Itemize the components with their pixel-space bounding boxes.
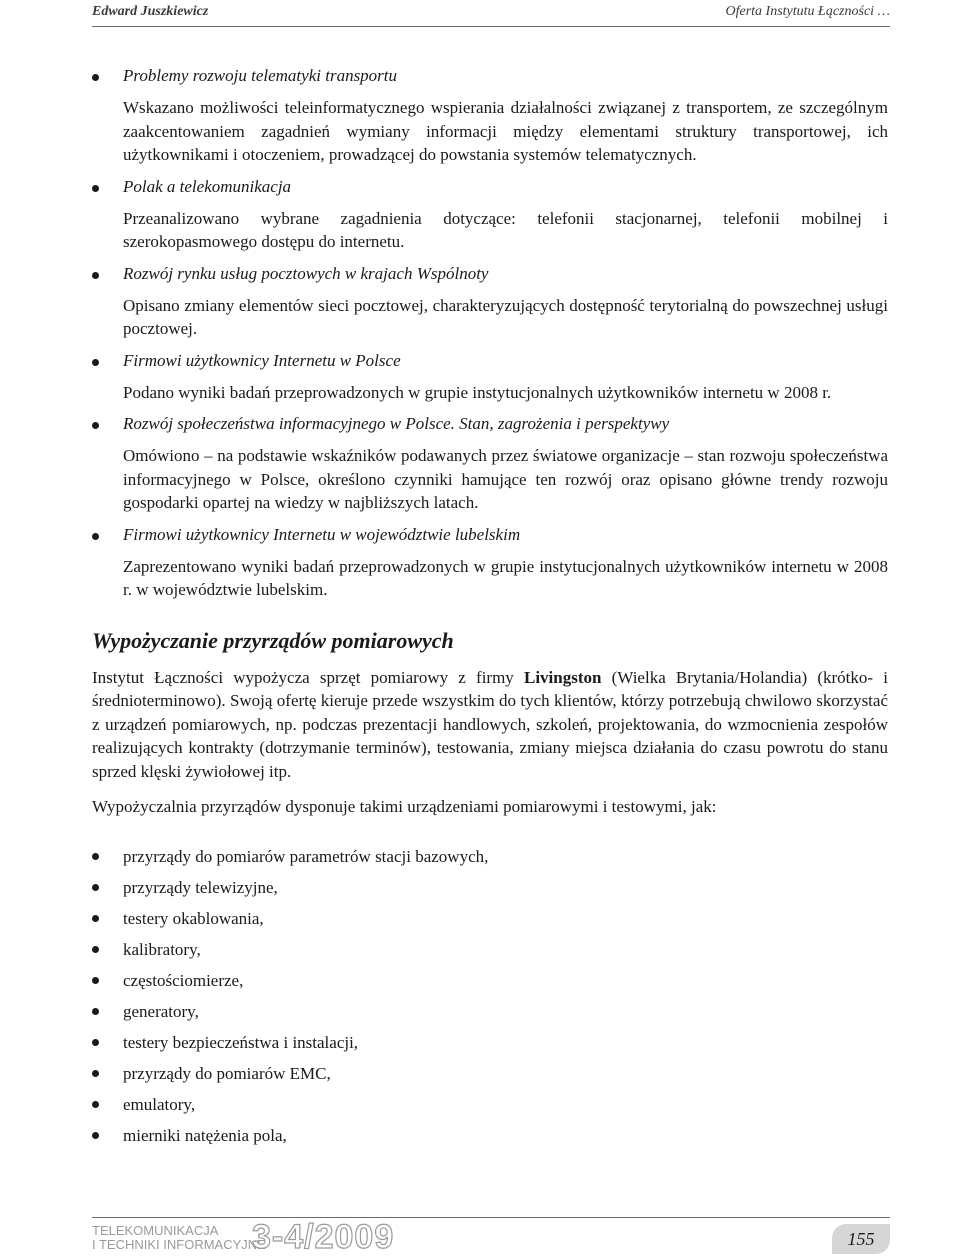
- footer-divider: [92, 1217, 890, 1218]
- topic-item: [92, 412, 888, 515]
- section-heading: Wypożyczanie przyrządów pomiarowych: [92, 627, 454, 653]
- section-paragraph: Wypożyczalnia przyrządów dysponuje takimi urządzeniami pomiarowymi i testowymi, jak:: [92, 797, 717, 816]
- list-item-label: kalibratory,: [123, 939, 201, 959]
- bullet-icon: [92, 185, 99, 192]
- list-item: [92, 903, 888, 934]
- topic-title: Problemy rozwoju telematyki transportu: [123, 66, 398, 85]
- topic-description: Przeanalizowano wybrane zagadnienia dotyczące: telefonii stacjonarnej, telefonii mobilnej i szerokopasmowego dostępu do internetu.: [123, 208, 888, 251]
- topic-item: [92, 64, 888, 167]
- list-item: [92, 996, 888, 1027]
- company-name: Livingston: [524, 667, 602, 687]
- bullet-icon: [92, 359, 99, 366]
- equipment-list: [92, 841, 888, 1151]
- topic-title: Rozwój społeczeństwa informacyjnego w Polsce. Stan, zagrożenia i perspektywy: [123, 414, 670, 433]
- page-content: [92, 64, 888, 1151]
- issue-number: 3-4/2009: [252, 1218, 395, 1256]
- topic-item: [92, 175, 888, 254]
- topic-title: Polak a telekomunikacja: [123, 176, 292, 196]
- list-item-label: przyrządy do pomiarów parametrów stacji bazowych,: [123, 846, 489, 866]
- topic-description: Podano wyniki badań przeprowadzonych w grupie instytucjonalnych użytkowników internetu w 2008 r.: [123, 382, 832, 402]
- page-number: 155: [832, 1224, 890, 1254]
- topic-description: Opisano zmiany elementów sieci pocztowej, charakteryzujących dostępność terytorialną do powszechnej usługi pocztowej.: [123, 295, 888, 338]
- list-item-label: mierniki natężenia pola,: [123, 1125, 287, 1145]
- journal-name-line2: I TECHNIKI INFORMACYJNE: [92, 1237, 266, 1252]
- list-item: [92, 965, 888, 996]
- topic-title: Firmowi użytkownicy Internetu w Polsce: [123, 350, 401, 370]
- bullet-icon: [92, 1070, 99, 1077]
- running-head-author: Edward Juszkiewicz: [92, 4, 209, 19]
- list-item-label: generatory,: [123, 1001, 199, 1021]
- list-item-label: częstościomierze,: [123, 970, 244, 990]
- topic-description: Wskazano możliwości teleinformatycznego wspierania działalności związanej z transportem, ze szczególnym zaakcentowaniem zagadnień wymiany informacji między elementami struktury transportowej, ich użytkownikami i otoczeniem, prowadzącej do powstania systemów telematycznych.: [123, 98, 888, 164]
- running-head: [92, 0, 890, 27]
- list-item: [92, 934, 888, 965]
- bullet-icon: [92, 1008, 99, 1015]
- bullet-icon: [92, 946, 99, 953]
- bullet-icon: [92, 272, 99, 279]
- bullet-icon: [92, 1039, 99, 1046]
- paragraph-text: (Wielka Brytania/Holandia) (krótko- i średnioterminowo). Swoją ofertę kieruje przede wszystkim do tych klientów, którzy potrzebują chwilowo skorzystać z urządzeń pomiarowych, np. podczas prezentacji handlowych, szkoleń, projektowania, do wzmocnienia zespołów realizujących kontrakty (dotrzymanie terminów), testowania, zmiany miejsca działania do czasu powrotu do stanu sprzed klęski żywiołowej itp.: [92, 667, 888, 781]
- running-head-title: Oferta Instytutu Łączności …: [725, 4, 890, 19]
- topic-item: [92, 349, 888, 405]
- bullet-icon: [92, 1132, 99, 1139]
- topic-description: Zaprezentowano wyniki badań przeprowadzonych w grupie instytucjonalnych użytkowników internetu w 2008 r. w województwie lubelskim.: [123, 556, 888, 599]
- topic-description: Omówiono – na podstawie wskaźników podawanych przez światowe organizacje – stan rozwoju społeczeństwa informacyjnego w Polsce, określono czynniki hamujące ten rozwój oraz opisano główne trendy rozwoju gospodarki opartej na wiedzy w najbliższych latach.: [123, 446, 888, 512]
- list-item-label: przyrządy telewizyjne,: [123, 877, 278, 897]
- list-item: [92, 841, 888, 872]
- bullet-icon: [92, 884, 99, 891]
- bullet-icon: [92, 74, 99, 81]
- topic-item: [92, 523, 888, 602]
- list-item-label: testery bezpieczeństwa i instalacji,: [123, 1032, 359, 1052]
- list-item: [92, 1027, 888, 1058]
- bullet-icon: [92, 422, 99, 429]
- section-paragraph: [92, 666, 888, 784]
- list-item-label: emulatory,: [123, 1094, 196, 1114]
- bullet-icon: [92, 915, 99, 922]
- bullet-icon: [92, 853, 99, 860]
- list-item: [92, 1089, 888, 1120]
- topic-title: Rozwój rynku usług pocztowych w krajach Wspólnoty: [123, 263, 489, 283]
- list-item-label: przyrządy do pomiarów EMC,: [123, 1063, 331, 1083]
- paragraph-text: Instytut Łączności wypożycza sprzęt pomiarowy z firmy: [92, 667, 524, 687]
- list-item: [92, 1120, 888, 1151]
- topic-item: [92, 262, 888, 341]
- bullet-icon: [92, 1101, 99, 1108]
- list-item: [92, 872, 888, 903]
- topic-title: Firmowi użytkownicy Internetu w województwie lubelskim: [123, 524, 521, 544]
- list-item: [92, 1058, 888, 1089]
- journal-name-line1: TELEKOMUNIKACJA: [92, 1223, 219, 1238]
- bullet-icon: [92, 977, 99, 984]
- bullet-icon: [92, 533, 99, 540]
- journal-logo: [92, 1224, 266, 1252]
- list-item-label: testery okablowania,: [123, 908, 264, 928]
